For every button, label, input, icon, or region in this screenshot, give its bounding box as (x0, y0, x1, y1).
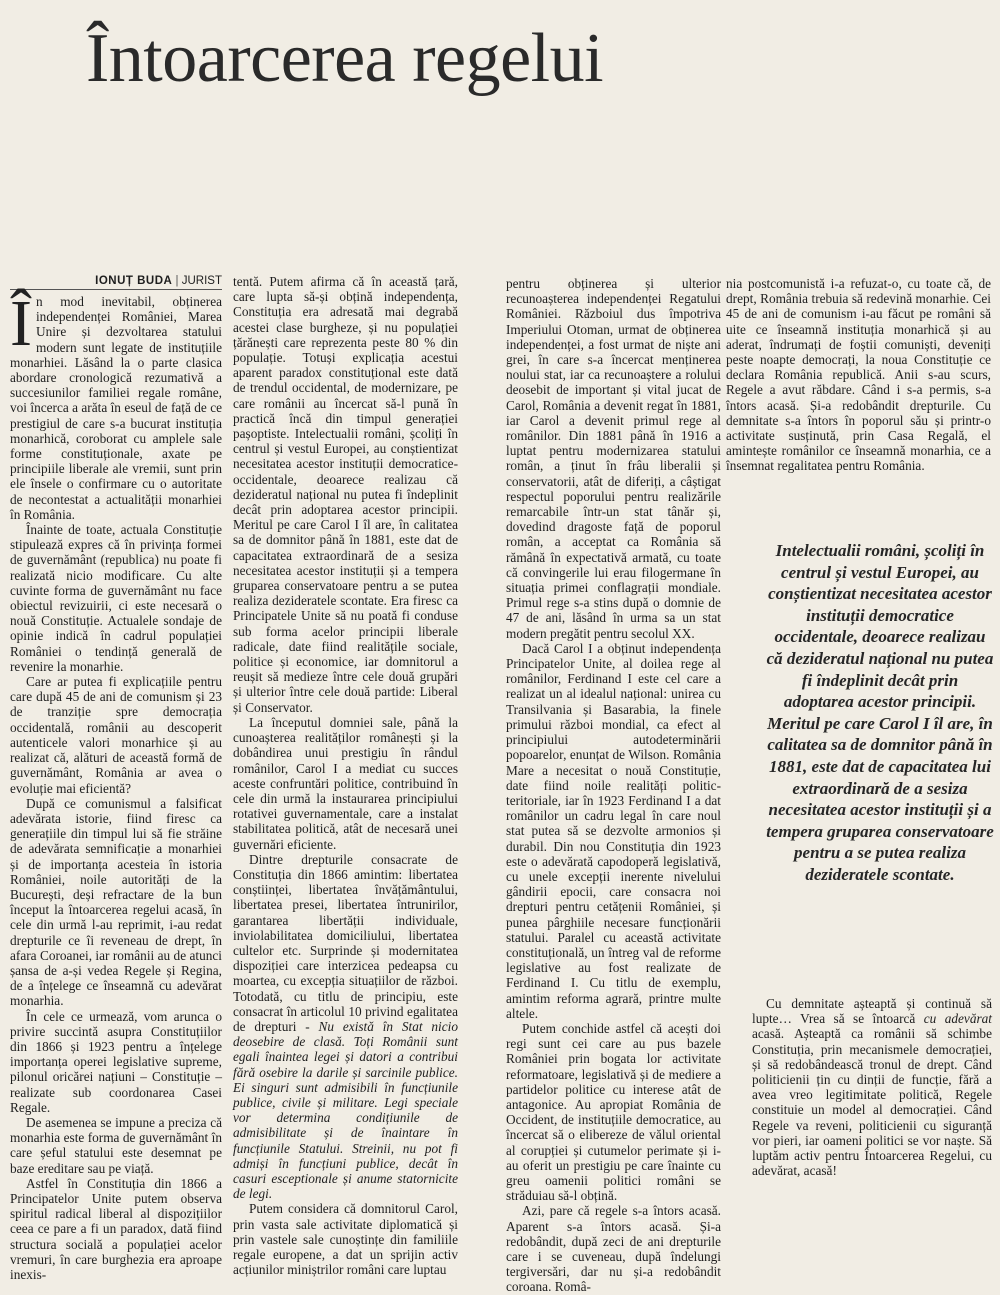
byline-separator: | (175, 275, 179, 287)
byline (10, 274, 222, 290)
paragraph-text: Dintre drepturile consacrate de Constituția din 1866 amintim: libertatea conștiinței, libertatea învățământului, libertatea presei, libertatea întrunirilor, garantarea libertății individuale, inviolabilitatea domiciliului, libertatea cultelor etc. Surprinde și modernitatea dispoziției care interzicea pedeapsa cu moartea, cu excepția situațiilor de război. Totodată, cu titlu de principiu, este consacrat în articolul 10 privind egalitatea de drepturi - (233, 851, 458, 1034)
paragraph: Înainte de toate, actuala Constituție stipulează expres că în privința formei de guvernământ (republica) nu poate fi realizată nicio modificare. Cu alte cuvinte forma de guvernământ nu face obiectul revizuirii, ci este necesară o nouă Constituție. Actualele sondaje de opinie indică în cadrul populației României o tendință generală de revenire la monarhie. (10, 522, 222, 674)
paragraph: De asemenea se impune a preciza că monarhia este forma de guvernământ în care șeful statului este desemnat pe baze ereditare sau pe viață. (10, 1114, 222, 1176)
paragraph: pentru obținerea și ulterior recunoașterea independenței Regatului României. Războiul dus împotriva Imperiului Otoman, urmat de obținerea independenței, a fost urmat de niște ani grei, în care s-a încercat menținerea noului stat, iar ca recunoaștere a rolului deosebit de important și vital jucat de Carol, România a devenit regat în 1881, iar Carol a devenit primul rege al românilor. Din 1881 până în 1916 a luptat pentru modernizarea statului român, a ținut în frâu liberalii și conservatorii, atât de diferiți, a câștigat respectul poporului pentru realizările remarcabile într-un stat tânăr și, dovedind dragoste față de poporul român, a acceptat ca România să rămână în expectativă armată, cu toate că convingerile lui erau filogermane în situația primei conflagrații mondiale. Primul rege s-a stins după o domnie de 47 de ani, lăsând în urma sa un stat modern pregătit pentru secolul XX. (506, 276, 721, 641)
article-column-4-end (752, 996, 992, 1178)
article-title: Întoarcerea regelui (86, 20, 604, 97)
paragraph: nia postcomunistă i-a refuzat-o, cu toate că, de drept, România trebuia să redevină monarhie. Cei 45 de ani de comunism i-au făcut pe români să uite ce înseamnă instituția monarhică și au aderat, îndrumați de foștii comuniști, deveniți peste noapte democrați, la noua Constituție ce declara România republică. Anii s-au scurs, Regele a avut răbdare. Când i s-a permis, s-a întors acasă. Și-a redobândit drepturile. Cu demnitate s-a întors în poporul său și printr-o activitate susținută, prin Casa Regală, el amintește românilor ce înseamnă monarhia, ce a însemnat regalitatea pentru România. (726, 276, 991, 474)
constitution-quote: Nu există în Stat nicio deosebire de clasă. Toți Românii sunt egali înaintea legei și datori a contribui fără osebire la darile și sarcinile publice. Ei singuri sunt admisibili în funcțiunile publice, civile și militare. Legi speciale vor determina condițiunile de admisibilitate și de înaintare în funcțiunile Statului. Streinii, nu pot fi admiși în funcțiuni publice, decât în casuri esceptionale și anume statornicite de legi. (233, 1018, 458, 1202)
paragraph: Care ar putea fi explicațiile pentru care după 45 de ani de comunism și 23 de tranziție spre democrația occidentală, românii au descoperit autenticele valori monarhice și au realizat că, alături de această formă de guvernământ, România ar avea o evoluție mai eficientă? (10, 674, 222, 796)
author-name: IONUȚ BUDA (95, 275, 173, 287)
paragraph-text: n mod inevitabil, obținerea independenței României, Marea Unire și dezvoltarea statului modern sunt legate de instituțiile monarhiei. Lăsând la o parte clasica abordare cronologică rezumativă a succesiunilor familiei regale române, voi încerca a arăta în eseul de față de ce prestigiul de care s-a bucurat instituția monarhică, coroborat cu amplele sale forme constituționale, axate pe principiile liberale ale vremii, sunt prin ele însele o confirmare cu o autoritate de necontestat a actualității monarhiei în România. (10, 294, 222, 522)
paragraph: Azi, pare că regele s-a întors acasă. Aparent s-a întors acasă. Și-a redobândit, după zeci de ani drepturile care i se cuveneau, după îndelungi tergiversări, dar nu și-a redobândit coroana. Româ- (506, 1203, 721, 1295)
article-column-4 (726, 276, 991, 474)
paragraph-text: Cu demnitate așteaptă și continuă să lupte… Vrea să se întoarcă (752, 996, 992, 1027)
paragraph: Putem considera că domnitorul Carol, prin vasta sale activitate diplomatică și prin vastele sale cunoștințe din familiile regale europene, a dat un sprijin activ acțiunilor miniștrilor români care luptau (233, 1201, 458, 1278)
paragraph: Astfel în Constituția din 1866 a Principatelor Unite putem observa spiritul radical liberal al dispozițiilor ceea ce pare a fi un paradox, dată fiind structura socială a populației acelor vremuri, în care burghezia era aproape inexis- (10, 1175, 222, 1282)
paragraph: În cele ce urmează, vom arunca o privire succintă asupra Constituțiilor din 1866 și 1923 pentru a înțelege importanța operei legislative supreme, pilonul oricărei națiuni – Constituție – realizate sub coordonarea Casei Regale. (10, 1008, 222, 1115)
lead-paragraph (10, 287, 222, 522)
paragraph: Dacă Carol I a obținut independența Principatelor Unite, al doilea rege al românilor, Ferdinand I este cel care a realizat un al idealul național: unirea cu Transilvania și Basarabia, la finele primului război mondial, ca efect al principiului autodeterminării popoarelor, enunțat de Wilson. România Mare a necesitat o nouă Constituție, date fiind noile realități politic-teritoriale, iar în 1923 Ferdinand I a dat românilor un cadru legal în care noul stat putea să se dezvolte armonios și durabil. Din nou Constituția din 1923 este o adevărată capodoperă legislativă, cu unele excepții inerente nivelului gândirii epocii, care consacra noi drepturi pentru cetățenii României, și punea pârghiile necesare funcționării statului. Paralel cu această activitate constituțională, un întreg val de reforme legislative au fost realizate de Ferdinand I. Cu titlu de exemplu, amintim reforma agrară, printre multe altele. (506, 640, 721, 1021)
paragraph: La începutul domniei sale, până la cunoașterea realităților românești și la dobândirea unui prestigiu în rândul românilor, Carol I a mediat cu succes aceste confruntări politice, contribuind în cele din urmă la instaurarea principiului rotativei guvernamentale, care a instalat stabilitatea politică, atât de necesară unei guvernări eficiente. (233, 714, 458, 852)
paragraph (233, 852, 458, 1202)
article-column-1 (10, 274, 222, 1282)
paragraph: tentă. Putem afirma că în această țară, care lupta să-și obțină independența, Constituția era adresată mai degrabă acestei clase burgheze, și nu populației țărănești care reprezenta peste 80 % din populație. Totuși explicația acestui aparent paradox constituțional este dată de trendul occidental, de modernizare, pe care românii au încercat să-l pună în practică încă din timpul generației pașoptiste. Intelectualii români, școliți în centrul și vestul Europei, au conștientizat necesitatea acestor instituții democratice-occidentale, deoarece realizau că dezideratul național nu putea fi îndeplinit decât prin adoptarea acestor principii. Meritul pe care Carol I îl are, în calitatea sa de domnitor până în 1881, este dat de capacitatea extraordinară de a sesiza necesitatea acestor instituții și a tempera gruparea conservatoare pentru a se putea realiza dezideratele scontate. Era firesc ca Principatele Unite să nu poată fi conduse sub forma acelor principii liberale radicale, date fiind realitățile sociale, politice și economice, iar domnitorul a reușit să medieze între cele două grupări și ulterior între cele două partide: Liberal și Conservator. (233, 274, 458, 715)
article-column-3 (506, 276, 721, 1295)
pull-quote: Intelectualii români, școliți în centrul și vestul Europei, au conștientizat necesitatea acestor instituții democratice occidentale, deoarece realizau că dezideratul național nu putea fi îndeplinit decât prin adoptarea acestor principii. Meritul pe care Carol I îl are, în calitatea sa de domnitor până în 1881, este dat de capacitatea lui extraordinară de a sesiza necesitatea acestor instituții și a tempera gruparea conservatoare pentru a se putea realiza dezideratele scontate. (766, 541, 994, 884)
paragraph-text: acasă. Așteaptă ca românii să schimbe Constituția, prin mecanismele democrației, și să redobândească tronul de drept. Când politicienii țin cu dinții de funcție, fără a avea vreo legitimitate politică, Regele constituie un model al democrației. Când Regele va reveni, politicienii cu siguranță vor pieri, iar oameni politici se vor naște. Să luptăm activ pentru Întoarcerea Regelui, cu adevărat, acasă! (752, 1026, 992, 1179)
paragraph: Putem conchide astfel că acești doi regi sunt cei care au pus bazele României prin bogata lor activitate reformatoare, legislativă și de mediere a partidelor politice cu interese atât de antagonice. Au apropiat România de Occident, de instituțiile democratice, au încercat să o elibereze de vălul oriental al corupției și cutumelor perimate și i-au oferit un prestigiu pe care înainte cu greu oamenii politici români se străduiau să-l obțină. (506, 1020, 721, 1204)
closing-paragraph (752, 996, 992, 1178)
paragraph: După ce comunismul a falsificat adevărata istorie, fiind firesc ca generațiile din timpul lui să fie străine de adevărata semnificație a monarhiei și de importanța acesteia în istoria României, noile autorități de la București, deși refractare de la bun început la întoarcerea regelui acasă, în cele din urmă l-au reprimit, i-au redat drepturile ce îi reveneau de drept, în afara Coroanei, iar românii au de atunci șansa de a-și vedea Regele și Regina, de a înțelege ce înseamnă cu adevărat monarhia. (10, 795, 222, 1009)
article-column-2 (233, 274, 458, 1277)
emphasis-text: cu adevărat (915, 1011, 993, 1027)
author-role: JURIST (181, 275, 222, 287)
drop-cap: Î (10, 287, 32, 360)
